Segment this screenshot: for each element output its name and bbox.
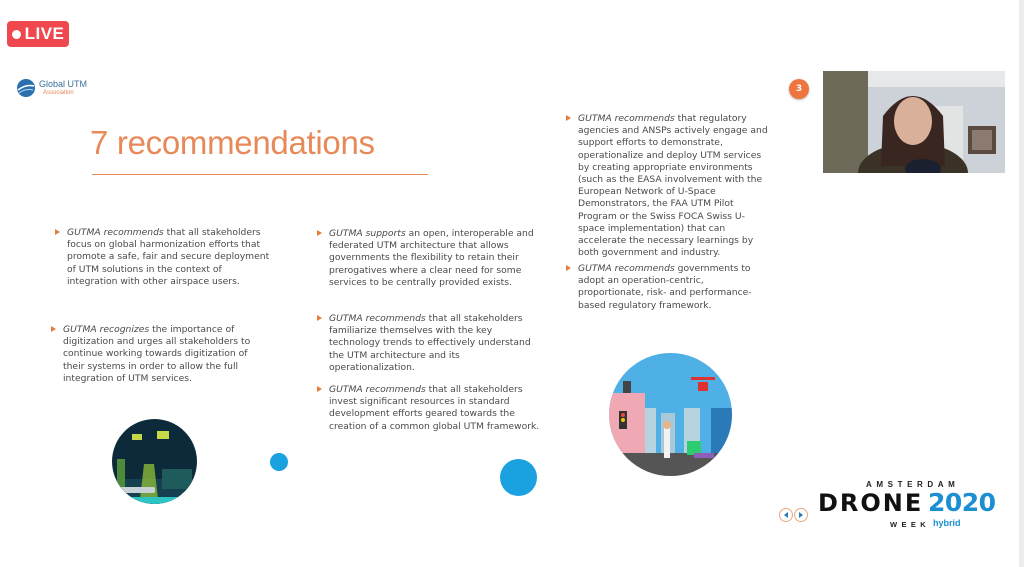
bullet-triangle-icon	[566, 115, 571, 121]
recommendation-6	[566, 113, 768, 259]
amsterdam-drone-week-logo	[818, 480, 1008, 530]
decorative-dot	[270, 453, 288, 471]
recommendation-text: that all stakeholders familiarize themselves with the key technology trends to effectively understand the UTM architecture and its operationalization.	[329, 313, 531, 373]
recommendation-4	[317, 313, 544, 374]
recommendation-2	[51, 324, 253, 385]
recommendation-lead: GUTMA supports	[329, 228, 406, 239]
logo-hybrid: hybrid	[933, 518, 961, 528]
recommendation-text: that regulatory agencies and ANSPs actively engage and support efforts to demonstrate, operationalize and deploy UTM services by creating appropriate environments (such as the EASA involvement with the European Network of U-Space Demonstrators, the FAA UTM Pilot Program or the Swiss FOCA Swiss U-space implementation) that can accelerate the necessary learnings by both government and industry.	[578, 113, 768, 259]
medical-drone-city-illustration	[609, 353, 732, 476]
night-city-drone-illustration	[112, 419, 197, 504]
chevron-right-icon	[799, 512, 803, 518]
logo-text-secondary: Association	[43, 89, 74, 96]
logo-text-primary: Global UTM	[39, 78, 88, 89]
scrollbar[interactable]	[1019, 0, 1024, 567]
recommendation-lead: GUTMA recommends	[329, 313, 426, 324]
live-label: LIVE	[24, 24, 65, 43]
logo-drone: DRONE	[818, 489, 924, 517]
next-slide-button[interactable]	[794, 508, 808, 522]
logo-city: AMSTERDAM	[866, 480, 960, 489]
title-divider	[92, 174, 428, 175]
gutma-logo	[16, 78, 87, 98]
recommendation-1	[55, 227, 272, 288]
bullet-triangle-icon	[51, 326, 56, 332]
logo-week: WEEK	[890, 520, 931, 529]
bullet-triangle-icon	[317, 315, 322, 321]
recommendation-text: that all stakeholders focus on global harmonization efforts that promote a safe, fair and secure deployment of UTM solutions in the context of integration with other airspace users.	[67, 227, 270, 287]
recommendation-text: governments to adopt an operation-centric, proportionate, risk- and performance-based regulatory framework.	[578, 263, 752, 311]
recommendation-lead: GUTMA recommends	[578, 263, 675, 274]
slide-number-badge: 3	[789, 79, 809, 99]
recommendation-text: the importance of digitization and urges all stakeholders to continue working towards digitization of their systems in order to allow the full integration of UTM services.	[63, 324, 251, 384]
recommendation-3	[317, 228, 544, 289]
recommendation-lead: GUTMA recommends	[578, 113, 675, 124]
bullet-triangle-icon	[317, 230, 322, 236]
recommendation-text: that all stakeholders invest significant resources in standard development efforts geared towards the creation of a common global UTM framework.	[329, 384, 540, 432]
recommendation-lead: GUTMA recommends	[329, 384, 426, 395]
bullet-triangle-icon	[55, 229, 60, 235]
globe-logo-icon	[16, 78, 36, 98]
bullet-triangle-icon	[317, 386, 322, 392]
presenter-webcam-feed	[823, 71, 1005, 173]
bullet-triangle-icon	[566, 265, 571, 271]
decorative-dot	[500, 459, 537, 496]
logo-year: 2020	[928, 488, 996, 517]
recommendation-7	[566, 263, 768, 312]
recommendation-lead: GUTMA recommends	[67, 227, 164, 238]
live-dot-icon	[12, 30, 21, 39]
recommendation-lead: GUTMA recognizes	[63, 324, 150, 335]
previous-slide-button[interactable]	[779, 508, 793, 522]
recommendation-text: an open, interoperable and federated UTM architecture that allows governments the flexibility to retain their prerogatives where a clear need for some services to be centrally provided exists.	[329, 228, 534, 288]
chevron-left-icon	[784, 512, 788, 518]
slide-title: 7 recommendations	[90, 124, 375, 161]
live-badge	[7, 21, 69, 47]
recommendation-5	[317, 384, 544, 433]
